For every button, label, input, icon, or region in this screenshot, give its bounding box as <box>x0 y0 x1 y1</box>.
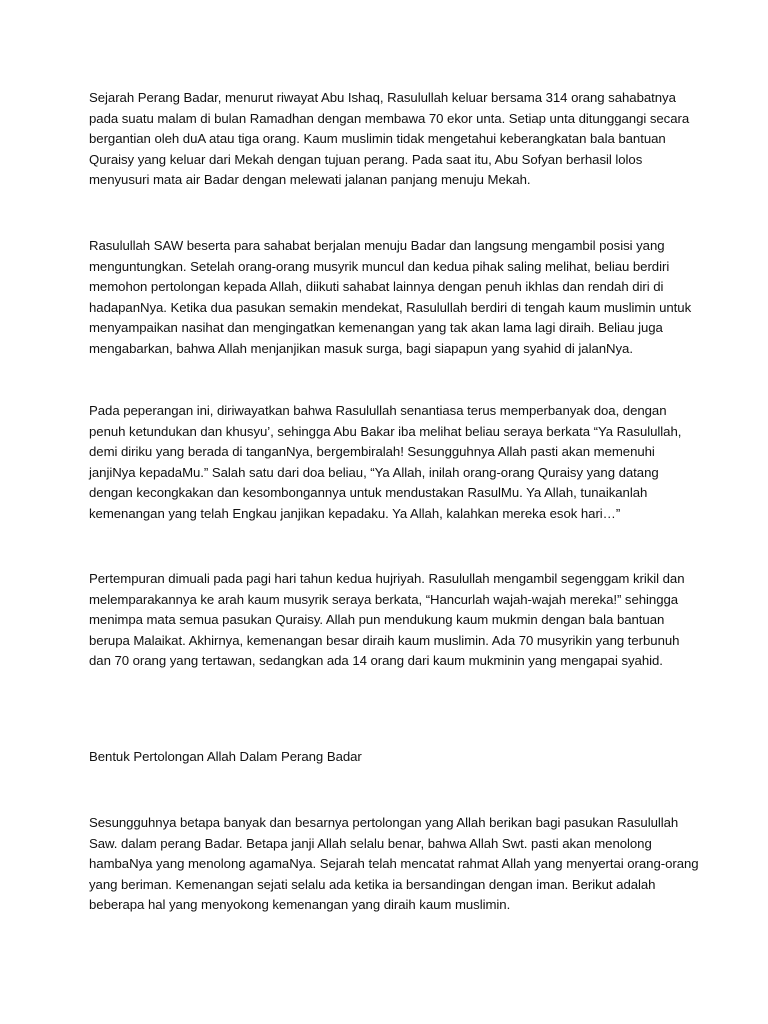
paragraph-2 <box>89 236 692 359</box>
text-line: Pada peperangan ini, diriwayatkan bahwa Rasulullah senantiasa terus memperbanyak doa, dengan <box>89 403 667 418</box>
text-line: dan 70 orang yang tertawan, sedangkan ada 14 orang dari kaum mukminin yang mengapai syahid. <box>89 653 663 668</box>
text-line: menyampaikan nasihat dan mengingatkan kemenangan yang tak akan lama lagi diraih. Beliau juga <box>89 320 663 335</box>
section-heading <box>89 747 689 768</box>
text-line: bergantian oleh duA atau tiga orang. Kaum muslimin tidak mengetahui keberangkatan bala bantuan <box>89 131 666 146</box>
text-line: penuh ketundukan dan khusyu’, sehingga Abu Bakar iba melihat beliau seraya berkata “Ya Rasulullah, <box>89 423 682 439</box>
text-line: menimpa mata semua pasukan Quraisy. Allah pun mendukung kaum mukmin dengan bala bantuan <box>89 612 665 627</box>
text-line: yang beriman. Kemenangan sejati selalu ada ketika ia bersandingan dengan iman. Berikut adalah <box>89 876 656 892</box>
text-line: demi diriku yang berada di tanganNya, bergembiralah! Sesungguhnya Allah pasti akan memenuhi <box>89 444 655 459</box>
paragraph-1 <box>89 88 689 191</box>
text-line: Saw. dalam perang Badar. Betapa janji Allah selalu benar, bahwa Allah Swt. pasti akan menolong <box>89 835 652 851</box>
paragraph-4 <box>89 569 689 672</box>
text-line: Rasulullah SAW beserta para sahabat berjalan menuju Badar dan langsung mengambil posisi yang <box>89 238 665 253</box>
text-line: hambaNya yang menolong agamaNya. Sejarah telah mencatat rahmat Allah yang menyertai orang-orang <box>89 856 699 871</box>
text-line: pada suatu malam di bulan Ramadhan dengan membawa 70 ekor unta. Setiap unta ditunggangi secara <box>89 110 690 126</box>
text-line: menguntungkan. Setelah orang-orang musyrik muncul dan kedua pihak saling melihat, beliau berdiri <box>89 258 670 274</box>
text-line: beberapa hal yang menyokong kemenangan yang diraih kaum muslimin. <box>89 897 511 912</box>
paragraph-5 <box>89 813 699 916</box>
text-line: memohon pertolongan kepada Allah, diikuti sahabat lainnya dengan penuh ikhlas dan rendah diri di <box>89 279 664 294</box>
text-line: melemparakannya ke arah kaum musyrik seraya berkata, “Hancurlah wajah-wajah mereka!” sehingga <box>89 591 679 607</box>
text-line: dengan kecongkakan dan kesombongannya untuk mendustakan RasulMu. Ya Allah, tunaikanlah <box>89 485 648 500</box>
text-line: Sejarah Perang Badar, menurut riwayat Abu Ishaq, Rasulullah keluar bersama 314 orang sahabatnya <box>89 90 676 105</box>
text-line: kemenangan yang telah Engkau janjikan kepadaku. Ya Allah, kalahkan mereka esok hari…” <box>89 505 621 521</box>
text-line: Sesungguhnya betapa banyak dan besarnya pertolongan yang Allah berikan bagi pasukan Rasulullah <box>89 815 679 830</box>
text-line: mengabarkan, bahwa Allah menjanjikan masuk surga, bagi siapapun yang syahid di jalanNya. <box>89 340 633 356</box>
text-line: hadapanNya. Ketika dua pasukan semakin mendekat, Rasulullah berdiri di tengah kaum muslimin untuk <box>89 299 692 315</box>
text-line: berupa Malaikat. Akhirnya, kemenangan besar diraih kaum muslimin. Ada 70 musyrikin yang terbunuh <box>89 632 680 648</box>
text-line: Quraisy yang keluar dari Mekah dengan tujuan perang. Pada saat itu, Abu Sofyan berhasil lolos <box>89 151 643 167</box>
text-line: menyusuri mata air Badar dengan melewati jalanan panjang menuju Mekah. <box>89 172 531 187</box>
text-line: Pertempuran dimuali pada pagi hari tahun kedua hujriyah. Rasulullah mengambil segenggam krikil dan <box>89 571 685 586</box>
paragraph-3 <box>89 401 689 524</box>
heading-text: Bentuk Pertolongan Allah Dalam Perang Badar <box>89 749 362 764</box>
text-line: janjiNya kepadaMu.” Salah satu dari doa beliau, “Ya Allah, inilah orang-orang Quraisy yang datang <box>89 464 659 480</box>
